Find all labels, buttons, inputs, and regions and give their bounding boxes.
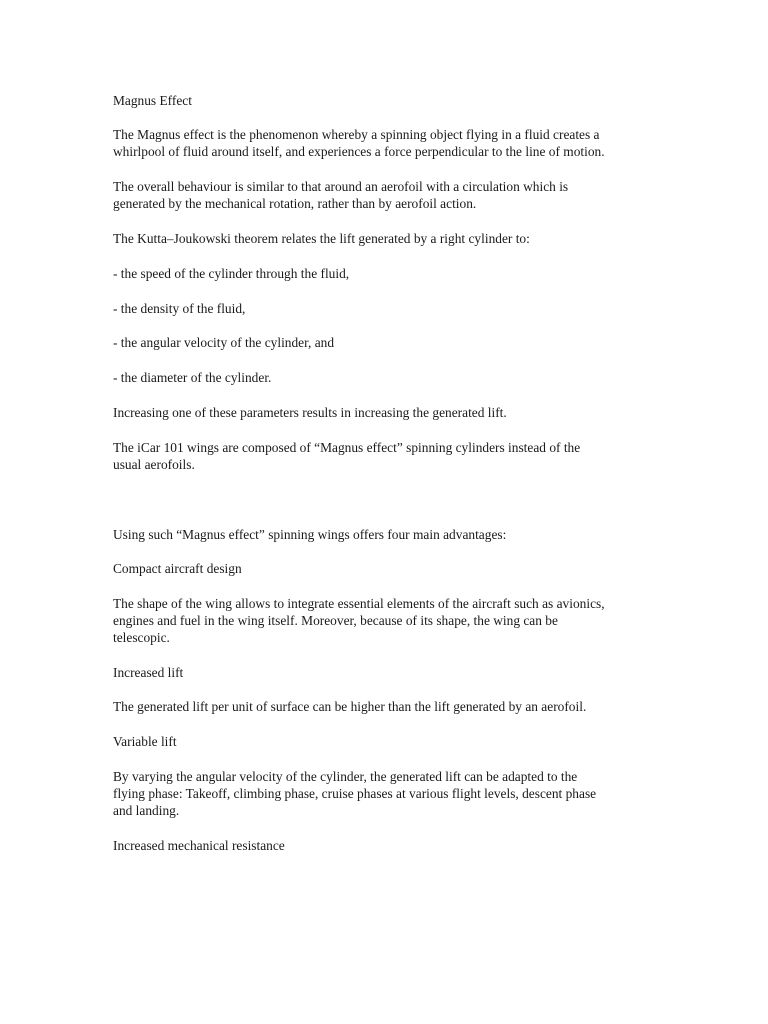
behaviour-line-2: generated by the mechanical rotation, rather than by aerofoil action. [113,196,477,211]
intro-line-2: whirlpool of fluid around itself, and experiences a force perpendicular to the line of motion. [113,144,605,159]
intro-line-1: The Magnus effect is the phenomenon whereby a spinning object flying in a fluid creates a [113,127,600,142]
bullet-item: - the diameter of the cylinder. [113,370,272,385]
bullet-item: - the density of the fluid, [113,301,246,316]
section-line: and landing. [113,803,180,818]
section-heading: Variable lift [113,734,177,749]
bullet-item: - the angular velocity of the cylinder, and [113,335,335,350]
section-heading: Increased mechanical resistance [113,838,285,853]
increasing-paragraph: Increasing one of these parameters results in increasing the generated lift. [113,405,507,420]
section-heading: Increased lift [113,665,184,680]
section-line: The shape of the wing allows to integrate essential elements of the aircraft such as avionics, [113,596,605,611]
icar-line-1: The iCar 101 wings are composed of “Magnus effect” spinning cylinders instead of the [113,440,581,455]
advantages-intro: Using such “Magnus effect” spinning wings offers four main advantages: [113,527,507,542]
behaviour-line-1: The overall behaviour is similar to that around an aerofoil with a circulation which is [113,179,569,194]
section-line: flying phase: Takeoff, climbing phase, cruise phases at various flight levels, descent phase [113,786,597,801]
icar-line-2: usual aerofoils. [113,457,195,472]
section-line: By varying the angular velocity of the cylinder, the generated lift can be adapted to the [113,769,578,784]
section-line: telescopic. [113,630,170,645]
document-title: Magnus Effect [113,93,192,108]
bullet-item: - the speed of the cylinder through the fluid, [113,266,350,281]
section-heading: Compact aircraft design [113,561,242,576]
section-line: engines and fuel in the wing itself. Moreover, because of its shape, the wing can be [113,613,558,628]
theorem-paragraph: The Kutta–Joukowski theorem relates the lift generated by a right cylinder to: [113,231,530,246]
section-line: The generated lift per unit of surface can be higher than the lift generated by an aerofoil. [113,699,587,714]
